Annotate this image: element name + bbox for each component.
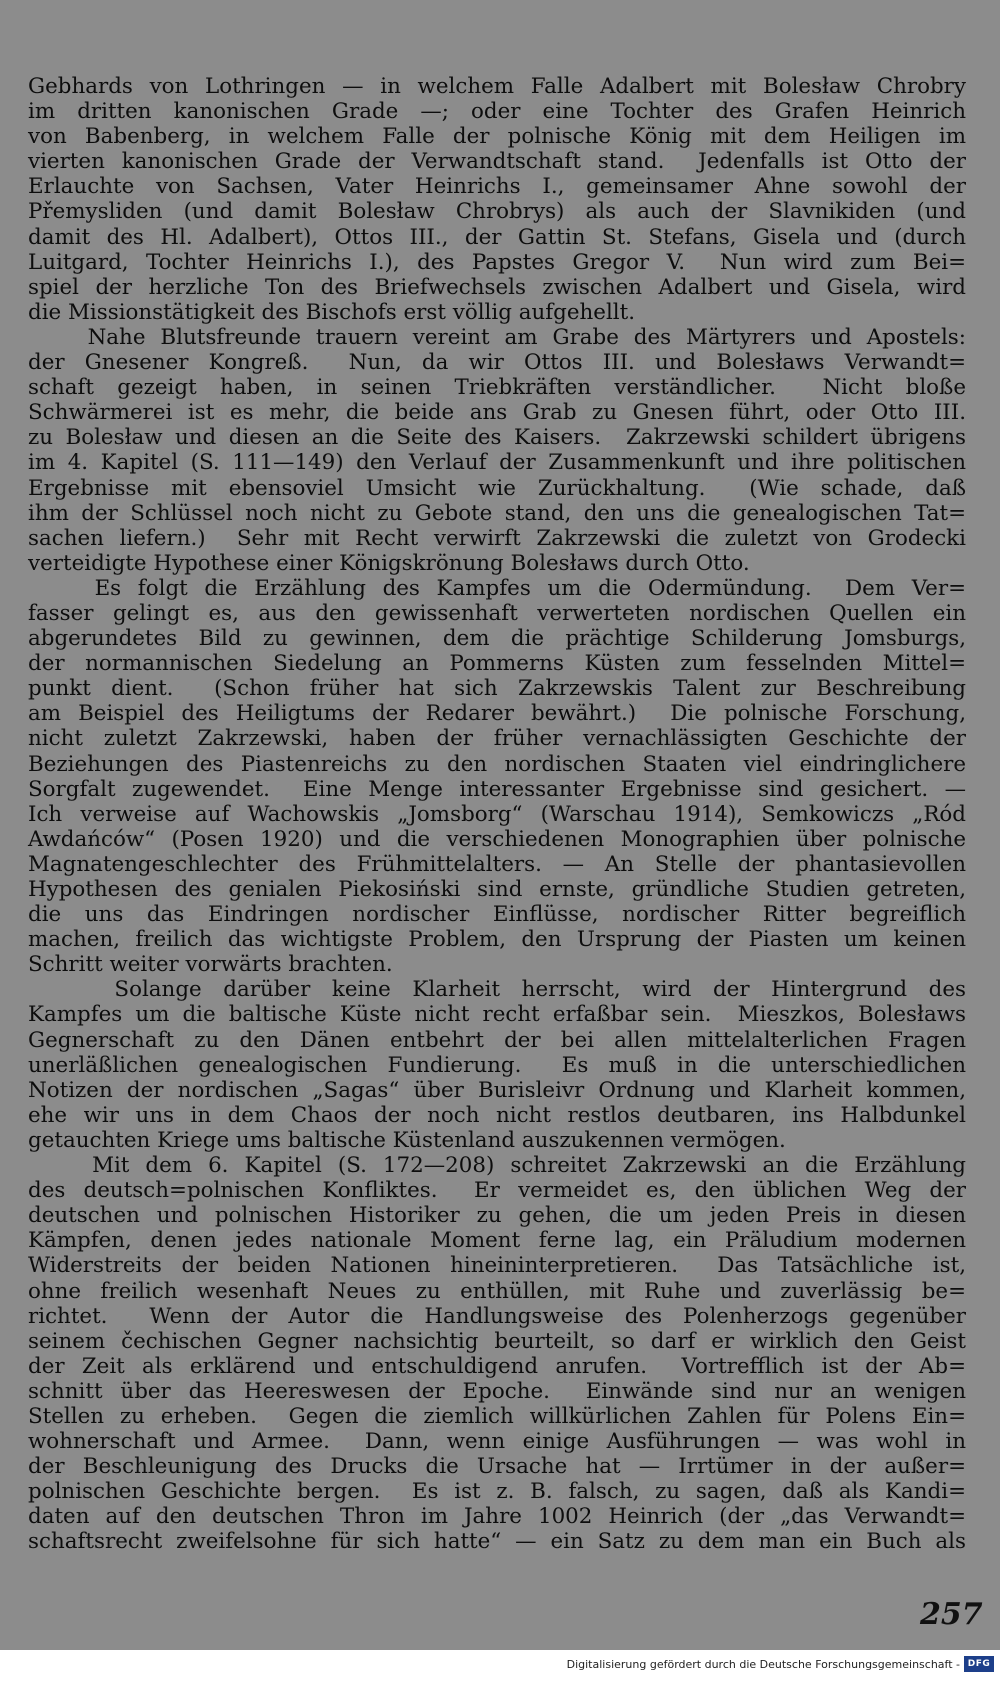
text-line: Ich verweise auf Wachowskis „Jomsborg“ (Warschau 1914), Semkowiczs „Ród [28,801,966,827]
text-line: Ergebnisse mit ebensoviel Umsicht wie Zurückhaltung. (Wie schade, daß [28,475,966,501]
text-line: vierten kanonischen Grade der Verwandtschaft stand. Jedenfalls ist Otto der [28,149,966,175]
text-line: im 4. Kapitel (S. 111—149) den Verlauf der Zusammenkunft und ihre politischen [28,450,966,476]
text-line: Kampfes um die baltische Küste nicht recht erfaßbar sein. Mieszkos, Bolesławs [28,1002,966,1028]
text-line: Gegnerschaft zu den Dänen entbehrt der bei allen mittelalterlichen Fragen [28,1027,966,1053]
text-line: zu Bolesław und diesen an die Seite des Kaisers. Zakrzewski schildert übrigens [28,425,966,451]
text-line: seinem čechischen Gegner nachsichtig beurteilt, so darf er wirklich den Geist [28,1328,966,1354]
text-line: Es folgt die Erzählung des Kampfes um die Odermündung. Dem Ver= [28,575,966,601]
text-line: Beziehungen des Piastenreichs zu den nordischen Staaten viel eindringlichere [28,751,966,777]
text-line: schaft gezeigt haben, in seinen Triebkräften verständlicher. Nicht bloße [28,375,966,401]
text-line: Awdańców“ (Posen 1920) und die verschiedenen Monographien über polnische [28,826,966,852]
text-line: fasser gelingt es, aus den gewissenhaft verwerteten nordischen Quellen ein [28,600,966,626]
text-line: schaftsrecht zweifelsohne für sich hatte“ — ein Satz zu dem man ein Buch als [28,1529,966,1555]
text-line: Magnatengeschlechter des Frühmittelalters. — An Stelle der phantasievollen [28,851,966,877]
text-line: schnitt über das Heereswesen der Epoche. Einwände sind nur an wenigen [28,1378,966,1404]
text-line: am Beispiel des Heiligtums der Redarer bewährt.) Die polnische Forschung, [28,701,966,727]
text-line: des deutsch=polnischen Konfliktes. Er vermeidet es, den üblichen Weg der [28,1178,966,1204]
text-line: abgerundetes Bild zu gewinnen, dem die prächtige Schilderung Jomsburgs, [28,626,966,652]
page-number: 257 [920,1597,983,1632]
text-line: polnischen Geschichte bergen. Es ist z. B. falsch, zu sagen, daß als Kandi= [28,1479,966,1505]
text-line: ihm der Schlüssel noch nicht zu Gebote stand, den uns die genealogischen Tat= [28,500,966,526]
text-line: im dritten kanonischen Grade —; oder eine Tochter des Grafen Heinrich [28,99,966,125]
text-line: Mit dem 6. Kapitel (S. 172—208) schreitet Zakrzewski an die Erzählung [28,1153,966,1179]
text-line: Schritt weiter vorwärts brachten. [28,952,393,978]
text-line: Solange darüber keine Klarheit herrscht, wird der Hintergrund des [28,977,966,1003]
text-line: Sorgfalt zugewendet. Eine Menge interessanter Ergebnisse sind gesichert. — [28,776,966,802]
text-line: der Beschleunigung des Drucks die Ursache hat — Irrtümer in der außer= [28,1454,966,1480]
text-line: die Missionstätigkeit des Bischofs erst völlig aufgehellt. [28,299,636,325]
text-line: Schwärmerei ist es mehr, die beide ans Grab zu Gnesen führt, oder Otto III. [28,400,966,426]
text-line: punkt dient. (Schon früher hat sich Zakrzewskis Talent zur Beschreibung [28,676,966,702]
text-line: der normannischen Siedelung an Pommerns Küsten zum fesselnden Mittel= [28,651,966,677]
text-line: ehe wir uns in dem Chaos der noch nicht restlos deutbaren, ins Halbdunkel [28,1102,966,1128]
text-line: richtet. Wenn der Autor die Handlungsweise des Polenherzogs gegenüber [28,1303,966,1329]
text-line: Gebhards von Lothringen — in welchem Falle Adalbert mit Bolesław Chrobry [28,74,966,99]
text-line: sachen liefern.) Sehr mit Recht verwirft Zakrzewski die zuletzt von Grodecki [28,525,966,551]
funding-note: Digitalisierung gefördert durch die Deutsche Forschungsgemeinschaft - [566,1658,960,1671]
text-line: von Babenberg, in welchem Falle der polnische König mit dem Heiligen im [28,124,966,150]
text-line: damit des Hl. Adalbert), Ottos III., der Gattin St. Stefans, Gisela und (durch [28,224,966,250]
body-text [28,74,966,1555]
text-line: die uns das Eindringen nordischer Einflüsse, nordischer Ritter begreiflich [28,902,966,928]
text-line: Erlauchte von Sachsen, Vater Heinrichs I., gemeinsamer Ahne sowohl der [28,174,966,200]
text-line: daten auf den deutschen Thron im Jahre 1002 Heinrich (der „das Verwandt= [28,1504,966,1530]
text-line: Widerstreits der beiden Nationen hineininterpretieren. Das Tatsächliche ist, [28,1253,966,1279]
text-line: wohnerschaft und Armee. Dann, wenn einige Ausführungen — was wohl in [28,1429,966,1455]
text-line: ohne freilich wesenhaft Neues zu enthüllen, mit Ruhe und zuverlässig be= [28,1278,966,1304]
text-line: Přemysliden (und damit Bolesław Chrobrys) als auch der Slavnikiden (und [28,199,966,225]
text-line: getauchten Kriege ums baltische Küstenland auszukennen vermögen. [28,1127,786,1153]
text-line: spiel der herzliche Ton des Briefwechsels zwischen Adalbert und Gisela, wird [28,274,966,300]
text-line: unerläßlichen genealogischen Fundierung. Es muß in die unterschiedlichen [28,1052,966,1078]
text-line: Hypothesen des genialen Piekosiński sind ernste, gründliche Studien getreten, [28,877,966,902]
text-line: machen, freilich das wichtigste Problem, den Ursprung der Piasten um keinen [28,927,966,953]
text-line: der Zeit als erklärend und entschuldigend anrufen. Vortrefflich ist der Ab= [28,1353,966,1379]
text-line: Nahe Blutsfreunde trauern vereint am Grabe des Märtyrers und Apostels: [28,324,966,350]
digitization-footer [0,1650,1000,1681]
text-line: Notizen der nordischen „Sagas“ über Burisleivr Ordnung und Klarheit kommen, [28,1077,966,1103]
text-line: nicht zuletzt Zakrzewski, haben der früher vernachlässigten Geschichte der [28,726,966,752]
text-line: Kämpfen, denen jedes nationale Moment ferne lag, ein Präludium modernen [28,1228,966,1254]
text-line: Stellen zu erheben. Gegen die ziemlich willkürlichen Zahlen für Polens Ein= [28,1403,966,1429]
text-line: Luitgard, Tochter Heinrichs I.), des Papstes Gregor V. Nun wird zum Bei= [28,249,966,275]
text-line: verteidigte Hypothese einer Königskrönung Bolesławs durch Otto. [28,550,750,576]
text-line: deutschen und polnischen Historiker zu gehen, die um jeden Preis in diesen [28,1203,966,1229]
text-line: der Gnesener Kongreß. Nun, da wir Ottos III. und Bolesławs Verwandt= [28,350,966,376]
dfg-logo-icon: DFG [964,1656,994,1672]
